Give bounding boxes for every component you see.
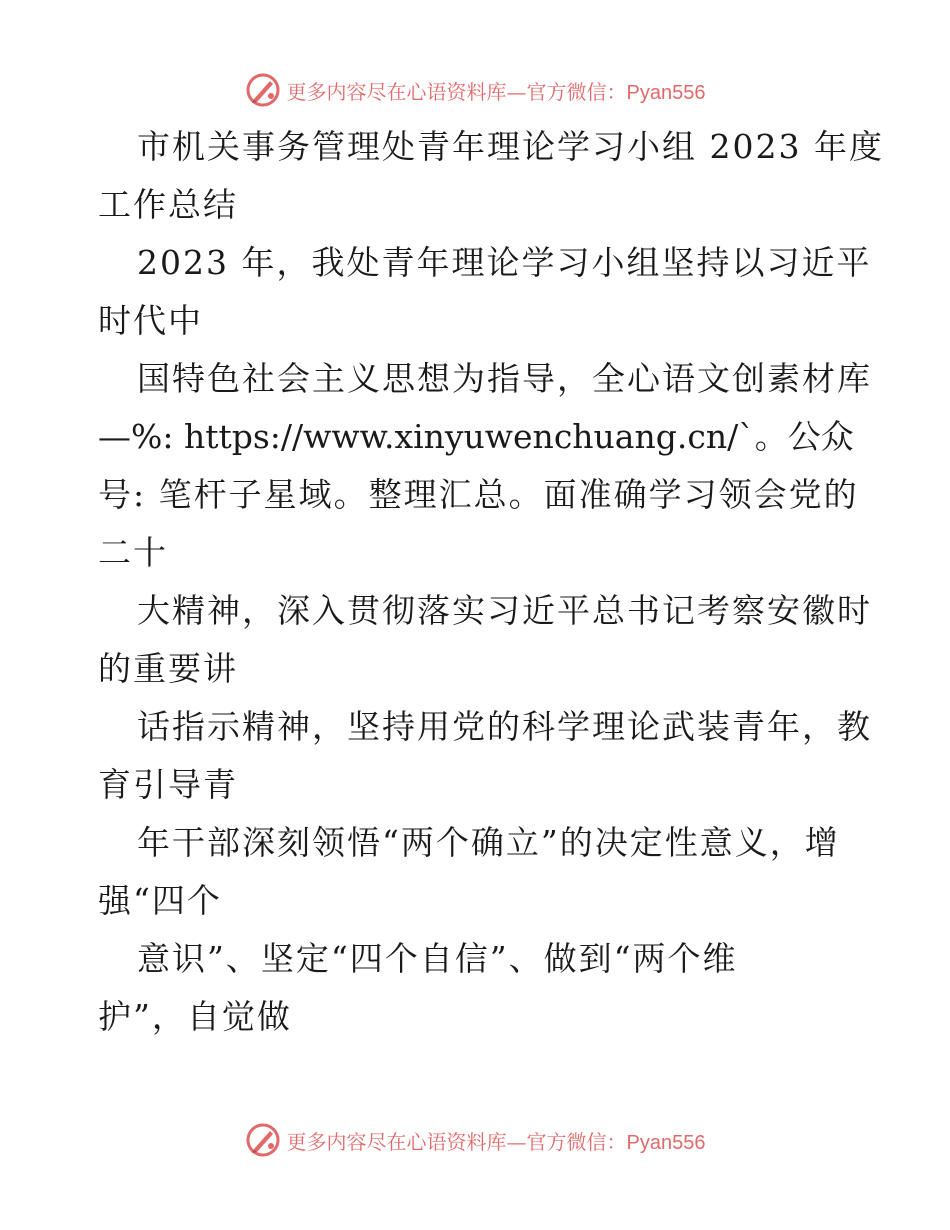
body-line: 号: 笔杆子星域。整理汇总。面准确学习领会党的 — [98, 475, 859, 514]
body-line: 二十 — [98, 533, 168, 572]
body-line: 意识”、坚定“四个自信”、做到“两个维 — [137, 939, 738, 978]
watermark-footer — [0, 1120, 950, 1160]
body-line: 护”，自觉做 — [98, 997, 292, 1036]
body-line: 市机关事务管理处青年理论学习小组 2023 年度 — [137, 127, 884, 166]
body-line: 话指示精神，坚持用党的科学理论武装青年，教 — [137, 707, 872, 746]
watermark-handle: Pyan556 — [626, 1131, 706, 1154]
body-line: 国特色社会主义思想为指导，全心语文创素材库 — [137, 359, 872, 398]
body-line: 年干部深刻领悟“两个确立”的决定性意义，增 — [137, 823, 840, 862]
body-line: 工作总结 — [98, 185, 238, 224]
body-line: 的重要讲 — [98, 649, 238, 688]
body-line: 强“四个 — [98, 881, 222, 920]
pen-logo-icon — [245, 1122, 281, 1158]
watermark-text: 更多内容尽在心语资料库—官方微信： — [286, 79, 627, 104]
body-line: 大精神，深入贯彻落实习近平总书记考察安徽时 — [137, 591, 872, 630]
body-line: 育引导青 — [98, 765, 238, 804]
body-line: 时代中 — [98, 301, 203, 340]
watermark-handle: Pyan556 — [626, 81, 706, 104]
watermark-text: 更多内容尽在心语资料库—官方微信： — [286, 1129, 627, 1154]
body-line: —%: https://www.xinyuwenchuang.cn/`。公众 — [98, 417, 854, 456]
body-line: 2023 年，我处青年理论学习小组坚持以习近平 — [137, 243, 872, 282]
